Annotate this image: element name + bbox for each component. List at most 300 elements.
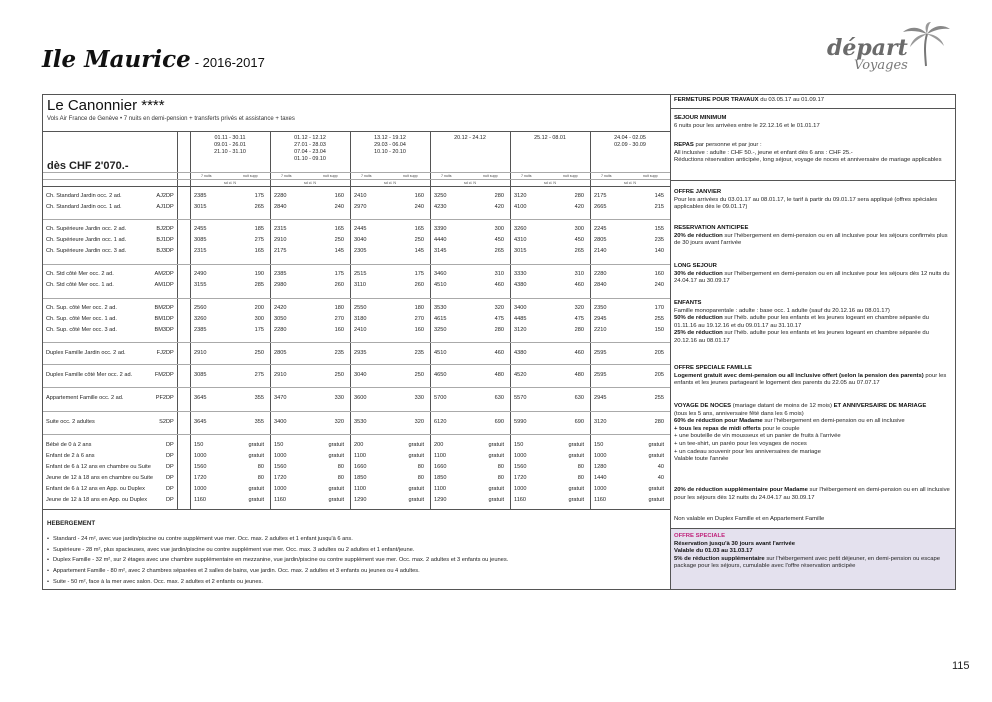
- price-7-nights: 1720: [274, 475, 287, 481]
- price-extra-night: 40: [657, 475, 664, 481]
- room-type: Ch. Supérieure Jardin occ. 1 ad.: [46, 237, 127, 243]
- price-extra-night: 320: [414, 419, 424, 425]
- list-item: • Supérieure - 28 m², plus spacieuses, avec vue jardin/piscine ou contre supplément vue mer. Occ. max. 3 adultes ou 2 adultes et 1 enfant/jeune.: [47, 545, 508, 556]
- price-extra-night: 275: [254, 237, 264, 243]
- price-extra-night: gratuit: [248, 453, 264, 459]
- room-code: S2: [159, 419, 166, 425]
- repas-text-3: Réductions réservation anticipée, long séjour, voyage de noces et anniversaire de mariage applicables: [674, 157, 942, 164]
- price-extra-night: 80: [257, 475, 264, 481]
- row-label: [46, 464, 166, 471]
- row-label: [46, 350, 166, 357]
- price-7-nights: 3120: [514, 193, 527, 199]
- price-extra-night: 270: [414, 316, 424, 322]
- period-date: 09.01 - 26.01: [214, 142, 246, 148]
- price-extra-night: gratuit: [328, 442, 344, 448]
- price-7-nights: 1160: [514, 497, 527, 503]
- period-date: 10.10 - 20.10: [374, 149, 406, 155]
- enfants-bold-3: 25% de réduction: [674, 330, 723, 337]
- grid-line: [430, 131, 431, 509]
- price-7-nights: 4485: [514, 316, 527, 322]
- price-extra-night: 320: [334, 419, 344, 425]
- board-code: DP: [166, 204, 174, 210]
- price-7-nights: 1560: [194, 464, 207, 470]
- special-text-2: Valable du 01.03 au 31.03.17: [674, 548, 753, 555]
- room-type: Appartement Famille occ. 2 ad.: [46, 395, 124, 401]
- price-extra-night: 280: [574, 193, 584, 199]
- price-extra-night: 80: [337, 475, 344, 481]
- sd-label: sd cl. N: [304, 181, 316, 185]
- price-extra-night: 270: [334, 316, 344, 322]
- price-extra-night: gratuit: [568, 453, 584, 459]
- price-7-nights: 4650: [434, 372, 447, 378]
- price-7-nights: 1000: [194, 486, 207, 492]
- hebergement-title: HEBERGEMENT: [47, 520, 96, 527]
- price-extra-night: gratuit: [248, 442, 264, 448]
- row-label: [46, 305, 166, 312]
- price-extra-night: 330: [334, 395, 344, 401]
- price-7-nights: 3530: [434, 305, 447, 311]
- price-7-nights: 3390: [434, 226, 447, 232]
- price-7-nights: 3120: [594, 419, 607, 425]
- noces-text-2: pour le couple: [762, 425, 800, 432]
- long-bold: 30% de réduction: [674, 270, 723, 277]
- price-extra-night: 250: [254, 350, 264, 356]
- price-extra-night: 80: [577, 464, 584, 470]
- supp-label: nuit supp: [243, 174, 258, 178]
- price-extra-night: 145: [654, 193, 664, 199]
- page-number: 115: [952, 660, 970, 672]
- price-extra-night: gratuit: [488, 442, 504, 448]
- board-code: DP: [166, 395, 174, 401]
- supp-label: nuit supp: [403, 174, 418, 178]
- long-title: LONG SEJOUR: [674, 263, 717, 269]
- price-7-nights: 2175: [594, 193, 607, 199]
- price-7-nights: 150: [274, 442, 284, 448]
- price-extra-night: 475: [574, 316, 584, 322]
- price-extra-night: 80: [497, 464, 504, 470]
- price-extra-night: 80: [337, 464, 344, 470]
- row-label: [46, 442, 166, 449]
- enfants-block: [674, 300, 953, 346]
- grid-line: [350, 131, 351, 509]
- row-separator: [43, 298, 670, 299]
- price-7-nights: 2595: [594, 350, 607, 356]
- row-label: [46, 327, 166, 334]
- room-code: FM2: [154, 372, 166, 378]
- board-code: DP: [166, 327, 174, 333]
- noces-block: [674, 403, 953, 464]
- enfants-text-1: Famille monoparentale : adulte : base occ. 1 adulte (sauf du 20.12.16 au 08.01.17): [674, 307, 890, 314]
- room-code: AM2: [154, 271, 166, 277]
- conditions-section: [671, 95, 955, 589]
- price-7-nights: 5570: [514, 395, 527, 401]
- price-7-nights: 2280: [274, 193, 287, 199]
- janvier-title: OFFRE JANVIER: [674, 189, 722, 195]
- price-extra-night: 630: [574, 395, 584, 401]
- room-code: PF2: [155, 395, 166, 401]
- price-7-nights: 3015: [514, 248, 527, 254]
- price-7-nights: 2280: [594, 271, 607, 277]
- price-extra-night: 180: [414, 305, 424, 311]
- price-7-nights: 4380: [514, 350, 527, 356]
- price-extra-night: 690: [494, 419, 504, 425]
- price-extra-night: 140: [654, 248, 664, 254]
- price-extra-night: 275: [254, 372, 264, 378]
- price-7-nights: 2595: [594, 372, 607, 378]
- noces-text-5: + un cadeau souvenir pour les anniversaires de mariage: [674, 448, 821, 455]
- price-extra-night: 630: [494, 395, 504, 401]
- price-extra-night: 250: [414, 237, 424, 243]
- price-7-nights: 3085: [194, 372, 207, 378]
- enfants-text-2: sur l'héb. adulte pour les enfants et les jeunes logeant en chambre séparée du 01.11.16 au 19.12.16 et du 09.01.17 au 31.10.17: [674, 315, 929, 329]
- room-code: BJ2: [156, 226, 166, 232]
- price-extra-night: 420: [574, 204, 584, 210]
- price-7-nights: 2945: [594, 395, 607, 401]
- price-7-nights: 1000: [594, 453, 607, 459]
- price-extra-night: 175: [254, 327, 264, 333]
- price-extra-night: 420: [494, 204, 504, 210]
- price-extra-night: 215: [654, 204, 664, 210]
- room-type: Bébé de 0 à 2 ans: [46, 442, 92, 448]
- period-date: 27.01 - 28.03: [294, 142, 326, 148]
- row-label: [46, 453, 166, 460]
- price-7-nights: 2935: [354, 350, 367, 356]
- board-code: DP: [166, 486, 174, 492]
- nonvalable-note: Non valable en Duplex Famille et en Appartement Famille: [674, 516, 825, 522]
- price-7-nights: 1100: [354, 453, 367, 459]
- price-7-nights: 200: [354, 442, 364, 448]
- price-extra-night: gratuit: [408, 486, 424, 492]
- price-7-nights: 2945: [594, 316, 607, 322]
- price-extra-night: 255: [654, 395, 664, 401]
- room-type: Duplex Famille Jardin occ. 2 ad.: [46, 350, 126, 356]
- price-7-nights: 3155: [194, 282, 207, 288]
- price-7-nights: 3085: [194, 237, 207, 243]
- noces-title: VOYAGE DE NOCES: [674, 403, 732, 409]
- price-7-nights: 1280: [594, 464, 607, 470]
- price-extra-night: gratuit: [568, 497, 584, 503]
- price-extra-night: gratuit: [408, 497, 424, 503]
- supp-label: nuit supp: [643, 174, 658, 178]
- special-text-1: Réservation jusqu'à 30 jours avant l'arrivée: [674, 540, 795, 547]
- price-extra-night: 240: [414, 204, 424, 210]
- price-extra-night: 330: [414, 395, 424, 401]
- row-label: [46, 271, 166, 278]
- price-7-nights: 3645: [194, 419, 207, 425]
- price-extra-night: gratuit: [248, 497, 264, 503]
- price-extra-night: 690: [574, 419, 584, 425]
- period-date: 24.04 - 02.05: [614, 135, 646, 141]
- price-extra-night: 175: [254, 193, 264, 199]
- price-extra-night: 250: [414, 372, 424, 378]
- price-extra-night: 300: [494, 226, 504, 232]
- room-type: Jeune de 12 à 18 ans en chambre ou Suite: [46, 475, 153, 481]
- price-7-nights: 2455: [194, 226, 207, 232]
- price-extra-night: 310: [574, 271, 584, 277]
- price-7-nights: 1850: [434, 475, 447, 481]
- price-extra-night: 480: [574, 372, 584, 378]
- price-7-nights: 3460: [434, 271, 447, 277]
- price-extra-night: gratuit: [328, 486, 344, 492]
- room-type: Ch. Sup. côté Mer occ. 1 ad.: [46, 316, 117, 322]
- price-extra-night: 145: [414, 248, 424, 254]
- room-type: Ch. Supérieure Jardin occ. 3 ad.: [46, 248, 127, 254]
- price-7-nights: 2305: [354, 248, 367, 254]
- price-7-nights: 3260: [194, 316, 207, 322]
- nights-label: 7 nuits: [441, 174, 452, 178]
- row-separator: [43, 264, 670, 265]
- room-type: Ch. Std côté Mer occ. 1 ad.: [46, 282, 114, 288]
- price-extra-night: 160: [414, 193, 424, 199]
- price-extra-night: 280: [574, 327, 584, 333]
- price-extra-night: 170: [654, 305, 664, 311]
- repas-text-1: par personne et par jour :: [695, 142, 762, 148]
- repas-title: REPAS: [674, 142, 694, 148]
- price-extra-night: 185: [254, 226, 264, 232]
- noces-text-1: sur l'hébergement en demi-pension ou en all inclusive: [764, 418, 905, 425]
- board-code: DP: [166, 316, 174, 322]
- grid-line: [590, 131, 591, 509]
- price-7-nights: 4520: [514, 372, 527, 378]
- anticipee-text: sur l'hébergement en demi-pension ou en all inclusive pour les séjours confirmés plus de 30 jours avant l'arrivée: [674, 232, 948, 247]
- board-code: DP: [166, 271, 174, 277]
- price-7-nights: 2245: [594, 226, 607, 232]
- room-type: Duplex Famille côté Mer occ. 2 ad.: [46, 372, 133, 378]
- special-title: OFFRE SPECIALE: [674, 533, 726, 539]
- row-label: [46, 419, 166, 426]
- hotel-header: [43, 95, 670, 125]
- price-extra-night: 460: [494, 350, 504, 356]
- special-bold-3: 5% de réduction supplémentaire: [674, 555, 765, 562]
- price-extra-night: 150: [654, 327, 664, 333]
- price-extra-night: 450: [494, 237, 504, 243]
- board-code: DP: [166, 475, 174, 481]
- price-7-nights: 3145: [434, 248, 447, 254]
- nights-label: 7 nuits: [361, 174, 372, 178]
- fermeture-title: FERMETURE POUR TRAVAUX: [674, 97, 759, 103]
- famille-block: [674, 365, 953, 388]
- janvier-text: Pour les arrivées du 03.01.17 au 08.01.17, le tarif à partir du 09.01.17 sera appliqué (offres spéciales applicables dès le 09.01.17): [674, 196, 938, 211]
- title-years: - 2016-2017: [194, 55, 265, 70]
- price-7-nights: 2210: [594, 327, 607, 333]
- price-7-nights: 150: [594, 442, 604, 448]
- price-extra-night: 190: [254, 271, 264, 277]
- price-7-nights: 2315: [274, 226, 287, 232]
- price-extra-night: 255: [654, 316, 664, 322]
- price-7-nights: 2840: [594, 282, 607, 288]
- price-7-nights: 6120: [434, 419, 447, 425]
- price-7-nights: 2805: [274, 350, 287, 356]
- price-7-nights: 2910: [194, 350, 207, 356]
- room-code: AM1: [154, 282, 166, 288]
- grid-line: [43, 186, 670, 187]
- list-item: • Standard - 24 m², avec vue jardin/piscine ou contre supplément vue mer. Occ. max. 2 adultes et 1 enfant jusqu'à 6 ans.: [47, 534, 508, 545]
- board-code: DP: [166, 372, 174, 378]
- price-extra-night: 165: [414, 226, 424, 232]
- supplement-bold: 20% de réduction supplémentaire pour Madame: [674, 487, 808, 493]
- price-extra-night: 300: [254, 316, 264, 322]
- price-7-nights: 1100: [354, 486, 367, 492]
- price-extra-night: 80: [497, 475, 504, 481]
- row-separator: [43, 434, 670, 435]
- price-extra-night: 460: [574, 282, 584, 288]
- grid-line: [43, 131, 670, 132]
- price-extra-night: 280: [494, 327, 504, 333]
- row-separator: [43, 219, 670, 220]
- famille-text: pour les enfants et les jeunes partageant le logement des parents du 22.05 au 07.07.17: [674, 372, 947, 387]
- price-7-nights: 2665: [594, 204, 607, 210]
- sejour-title: SEJOUR MINIMUM: [674, 115, 727, 121]
- sd-label: sd cl. N: [544, 181, 556, 185]
- price-7-nights: 3250: [434, 193, 447, 199]
- row-label: [46, 497, 166, 504]
- price-7-nights: 2175: [274, 248, 287, 254]
- price-7-nights: 1720: [194, 475, 207, 481]
- price-7-nights: 3050: [274, 316, 287, 322]
- row-separator: [43, 342, 670, 343]
- price-extra-night: gratuit: [248, 486, 264, 492]
- price-7-nights: 2280: [274, 327, 287, 333]
- price-7-nights: 2910: [274, 372, 287, 378]
- price-7-nights: 1160: [274, 497, 287, 503]
- sejour-block: [674, 115, 953, 130]
- price-7-nights: 2420: [274, 305, 287, 311]
- price-7-nights: 3250: [434, 327, 447, 333]
- price-7-nights: 1850: [354, 475, 367, 481]
- price-7-nights: 150: [194, 442, 204, 448]
- price-extra-night: 145: [334, 248, 344, 254]
- board-code: DP: [166, 464, 174, 470]
- price-7-nights: 1440: [594, 475, 607, 481]
- room-type: Enfant de 6 à 12 ans en App. ou Duplex: [46, 486, 145, 492]
- price-extra-night: 175: [414, 271, 424, 277]
- price-extra-night: 80: [577, 475, 584, 481]
- price-7-nights: 4380: [514, 282, 527, 288]
- price-extra-night: 250: [334, 237, 344, 243]
- long-text: sur l'hébergement en demi-pension ou en all inclusive pour les séjours dès 12 nuits du 24.04.17 au 30.09.17: [674, 270, 950, 285]
- list-item: • Appartement Famille - 80 m², avec 2 chambres séparées et 2 salles de bains, vue jardin. Occ. max. 2 adultes et 3 enfants ou jeunes ou 4 adultes.: [47, 566, 508, 577]
- fermeture-block: [674, 97, 953, 105]
- price-extra-night: 180: [334, 305, 344, 311]
- long-block: [674, 263, 953, 286]
- price-7-nights: 150: [514, 442, 524, 448]
- price-7-nights: 5990: [514, 419, 527, 425]
- famille-bold: Logement gratuit avec demi-pension ou all inclusive offert (selon la pension des parents): [674, 372, 924, 379]
- price-7-nights: 1160: [194, 497, 207, 503]
- price-7-nights: 2140: [594, 248, 607, 254]
- price-7-nights: 4510: [434, 350, 447, 356]
- room-type: Ch. Standard Jardin occ. 1 ad.: [46, 204, 122, 210]
- anticipee-bold: 20% de réduction: [674, 232, 723, 239]
- nights-label: 7 nuits: [281, 174, 292, 178]
- price-extra-night: gratuit: [328, 497, 344, 503]
- price-section: [43, 95, 671, 589]
- period-date: 20.12 - 24.12: [454, 135, 486, 141]
- price-extra-night: gratuit: [488, 497, 504, 503]
- noces-subtitle-1: (mariage datant de moins de 12 mois): [732, 403, 832, 409]
- row-label: [46, 248, 166, 255]
- row-label: [46, 395, 166, 402]
- room-code: AJ2: [156, 193, 166, 199]
- row-label: [46, 226, 166, 233]
- nights-label: 7 nuits: [201, 174, 212, 178]
- price-extra-night: 320: [494, 305, 504, 311]
- period-date: 13.12 - 19.12: [374, 135, 406, 141]
- row-separator: [43, 364, 670, 365]
- price-7-nights: 2805: [594, 237, 607, 243]
- row-label: [46, 204, 166, 211]
- price-7-nights: 2970: [354, 204, 367, 210]
- hebergement-list: [47, 534, 508, 588]
- price-7-nights: 3040: [354, 372, 367, 378]
- room-code: BJ3: [156, 248, 166, 254]
- price-7-nights: 2315: [194, 248, 207, 254]
- board-code: DP: [166, 193, 174, 199]
- period-date: 25.12 - 08.01: [534, 135, 566, 141]
- anticipee-title: RESERVATION ANTICIPEE: [674, 225, 749, 231]
- price-7-nights: 3600: [354, 395, 367, 401]
- price-extra-night: 355: [254, 419, 264, 425]
- price-7-nights: 2490: [194, 271, 207, 277]
- price-7-nights: 3400: [514, 305, 527, 311]
- price-extra-night: 475: [494, 316, 504, 322]
- price-extra-night: gratuit: [488, 453, 504, 459]
- room-type: Ch. Sup. côté Mer occ. 2 ad.: [46, 305, 117, 311]
- price-7-nights: 1560: [274, 464, 287, 470]
- price-7-nights: 4230: [434, 204, 447, 210]
- room-code: FJ2: [156, 350, 166, 356]
- price-extra-night: 205: [654, 372, 664, 378]
- price-extra-night: 320: [574, 305, 584, 311]
- price-7-nights: 2385: [194, 193, 207, 199]
- price-7-nights: 3470: [274, 395, 287, 401]
- title-text: Ile Maurice: [42, 46, 191, 73]
- row-label: [46, 282, 166, 289]
- nights-label: 7 nuits: [521, 174, 532, 178]
- price-7-nights: 2410: [354, 193, 367, 199]
- price-7-nights: 1000: [514, 453, 527, 459]
- price-extra-night: 40: [657, 464, 664, 470]
- enfants-title: ENFANTS: [674, 300, 702, 306]
- row-label: [46, 372, 166, 379]
- price-extra-night: 300: [574, 226, 584, 232]
- price-extra-night: 280: [494, 193, 504, 199]
- price-extra-night: 480: [494, 372, 504, 378]
- price-extra-night: gratuit: [408, 442, 424, 448]
- board-code: DP: [166, 305, 174, 311]
- grid-line: [190, 131, 191, 509]
- enfants-bold-2: 50% de réduction: [674, 315, 723, 322]
- price-extra-night: 310: [494, 271, 504, 277]
- price-7-nights: 1290: [434, 497, 447, 503]
- supplement-block: [674, 487, 953, 502]
- price-7-nights: 2350: [594, 305, 607, 311]
- price-7-nights: 1000: [194, 453, 207, 459]
- row-separator: [43, 411, 670, 412]
- anniversaire-title: ET ANNIVERSAIRE DE MARIAGE: [833, 403, 927, 409]
- noces-bold-1: 60% de réduction pour Madame: [674, 418, 763, 425]
- price-7-nights: 1000: [274, 486, 287, 492]
- price-7-nights: 1000: [594, 486, 607, 492]
- sejour-text: 6 nuits pour les arrivées entre le 22.12.16 et le 01.01.17: [674, 122, 820, 129]
- price-from: dès CHF 2'070.-: [47, 160, 129, 172]
- sd-label: sd cl. N: [224, 181, 236, 185]
- price-7-nights: 4100: [514, 204, 527, 210]
- price-extra-night: gratuit: [328, 453, 344, 459]
- row-label: [46, 486, 166, 493]
- price-7-nights: 1000: [514, 486, 527, 492]
- price-extra-night: gratuit: [568, 442, 584, 448]
